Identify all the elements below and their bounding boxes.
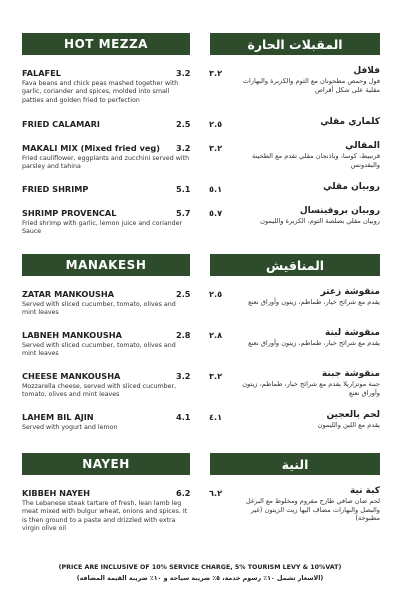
item-description: Served with sliced cucumber, tomato, olives and mint leaves	[22, 301, 176, 317]
item-name: KIBBEH NAYEH	[22, 488, 90, 498]
item-name: CHEESE MANKOUSHA	[22, 371, 121, 381]
menu-item-makali-mix	[22, 143, 192, 172]
item-price-ar: ٣.٢	[209, 143, 223, 153]
menu-item-falafel-ar	[230, 66, 380, 94]
menu-item-falafel	[22, 68, 192, 105]
item-description: Served with sliced cucumber, tomato, olives and mint leaves	[22, 342, 176, 358]
item-price-ar: ٦.٢	[209, 488, 223, 498]
item-name: LAHEM BIL AJIN	[22, 412, 94, 422]
item-price-ar: ٢.٨	[209, 330, 223, 340]
menu-item-labneh-mankousha	[22, 330, 192, 359]
item-name: MAKALI MIX (Mixed fried veg)	[22, 143, 161, 153]
menu-item-kibbeh-nayeh-ar	[230, 486, 380, 523]
menu-item-lahem-bil-ajin	[22, 412, 192, 432]
menu-item-fried-shrimp-ar	[230, 182, 380, 192]
item-name-ar: منقوشة زعتر	[320, 287, 380, 297]
menu-item-cheese-mankousha	[22, 371, 192, 400]
menu-item-makali-mix-ar	[230, 141, 380, 169]
item-description: Fried cauliflower, eggplants and zucchini served with parsley and tahina	[22, 155, 190, 171]
menu-item-kibbeh-nayeh	[22, 488, 192, 533]
item-price: 2.5	[176, 289, 191, 299]
item-price: 3.2	[176, 68, 191, 78]
menu-item-zatar-mankousha	[22, 289, 192, 318]
item-name-ar: روبيان مقلي	[323, 182, 380, 192]
item-price: 3.2	[176, 371, 191, 381]
item-name-ar: منقوشة جبنة	[321, 369, 380, 379]
item-price: 6.2	[176, 488, 191, 498]
item-price-ar: ٥.٧	[209, 208, 223, 218]
section-header-manakesh-ar: المناقيش	[210, 254, 380, 276]
section-header-hot-mezza-ar: المقبلات الحارة	[210, 33, 380, 55]
item-name-ar: كلماري مقلي	[320, 117, 380, 127]
item-name-ar: فلافل	[353, 66, 380, 76]
item-name-ar: كبة نية	[349, 486, 380, 496]
item-price-ar: ٣.٢	[209, 371, 223, 381]
item-description: Served with yogurt and lemon	[22, 424, 118, 431]
item-price: 3.2	[176, 143, 191, 153]
item-description-ar: روبيان مقلي بصلصة الثوم، الكزبرة والليمون	[260, 217, 380, 225]
item-name-ar: روبيان بروفينسال	[299, 206, 380, 216]
item-name: SHRIMP PROVENCAL	[22, 208, 117, 218]
menu-item-shrimp-provencal	[22, 208, 192, 237]
item-price-ar: ٥.١	[209, 184, 223, 194]
item-price: 2.8	[176, 330, 191, 340]
menu-item-cheese-mankousha-ar	[230, 369, 380, 397]
item-name: FRIED CALAMARI	[22, 119, 100, 129]
menu-item-fried-shrimp	[22, 184, 192, 194]
section-header-hot-mezza: HOT MEZZA	[22, 33, 190, 55]
section-header-nayeh: NAYEH	[22, 453, 190, 475]
item-description-ar: فول وحمص مطحونان مع الثوم والكزبرة والبهارات مقلية على شكل أقراص	[242, 77, 380, 94]
item-name: ZATAR MANKOUSHA	[22, 289, 115, 299]
item-description-ar: يقدم مع شرائح خيار، طماطم، زيتون وأوراق نعنع	[248, 298, 380, 306]
section-header-nayeh-ar: النية	[210, 453, 380, 475]
item-price-ar: ٣.٢	[209, 68, 223, 78]
item-name: FRIED SHRIMP	[22, 184, 89, 194]
menu-item-lahem-bil-ajin-ar	[230, 410, 380, 430]
item-description-ar: قرنبيط، كوسا، وباذنجان مقلي تقدم مع الطحينة والبقدونس	[251, 152, 380, 169]
item-price: 4.1	[176, 412, 191, 422]
item-name-ar: لحم بالعجين	[326, 410, 380, 420]
item-price-ar: ٤.١	[209, 412, 223, 422]
footer-note-ar: (الاسعار تشمل ١٠٪ رسوم خدمة، ٥٪ ضريبة سياحة و ١٠٪ ضريبة القيمة المضافة)	[76, 575, 324, 582]
item-description-ar: يقدم مع شرائح خيار، طماطم، زيتون وأوراق نعنع	[248, 339, 380, 347]
footer-note: (PRICE ARE INCLUSIVE OF 10% SERVICE CHARGE, 5% TOURISM LEVY & 10%VAT)	[58, 564, 342, 571]
item-name: LABNEH MANKOUSHA	[22, 330, 122, 340]
item-price: 5.7	[176, 208, 191, 218]
item-name: FALAFEL	[22, 68, 61, 78]
menu-item-labneh-mankousha-ar	[230, 328, 380, 348]
item-description: Mozzarella cheese, served with sliced cucumber, tomato, olives and mint leaves	[22, 383, 177, 399]
item-description: Fried shrimp with garlic, lemon juice and coriander Sauce	[22, 220, 183, 236]
menu-item-fried-calamari-ar	[230, 117, 380, 127]
item-description: Fava beans and chick peas mashed together with garlic, coriander and spices, molded into small patties and golden fried to perfection	[22, 80, 179, 104]
menu-item-fried-calamari	[22, 119, 192, 129]
item-description-ar: لحم ضان صافي طازج مفروم ومخلوط مع البرغل والبصل والبهارات مضاف اليها زيت الزيتون (غير مطبوخة)	[245, 497, 380, 522]
item-description: The Lebanese steak tartare of fresh, lean lamb leg meat mixed with bulgur wheat, onions and spices. It is then ground to a paste and drizzled with extra virgin olive oil	[22, 500, 188, 532]
item-description-ar: جبنة موتزاريلا يقدم مع شرائح خيار، طماطم، زيتون وأوراق نعنع	[242, 380, 380, 397]
menu-item-shrimp-provencal-ar	[230, 206, 380, 226]
item-price-ar: ٢.٥	[209, 289, 223, 299]
item-name-ar: منقوشة لبنة	[325, 328, 380, 338]
section-header-manakesh: MANAKESH	[22, 254, 190, 276]
menu-item-zatar-mankousha-ar	[230, 287, 380, 307]
item-price-ar: ٢.٥	[209, 119, 223, 129]
item-price: 2.5	[176, 119, 191, 129]
item-price: 5.1	[176, 184, 191, 194]
item-name-ar: المقالي	[345, 141, 380, 151]
item-description-ar: يقدم مع اللبن والليمون	[317, 421, 380, 429]
